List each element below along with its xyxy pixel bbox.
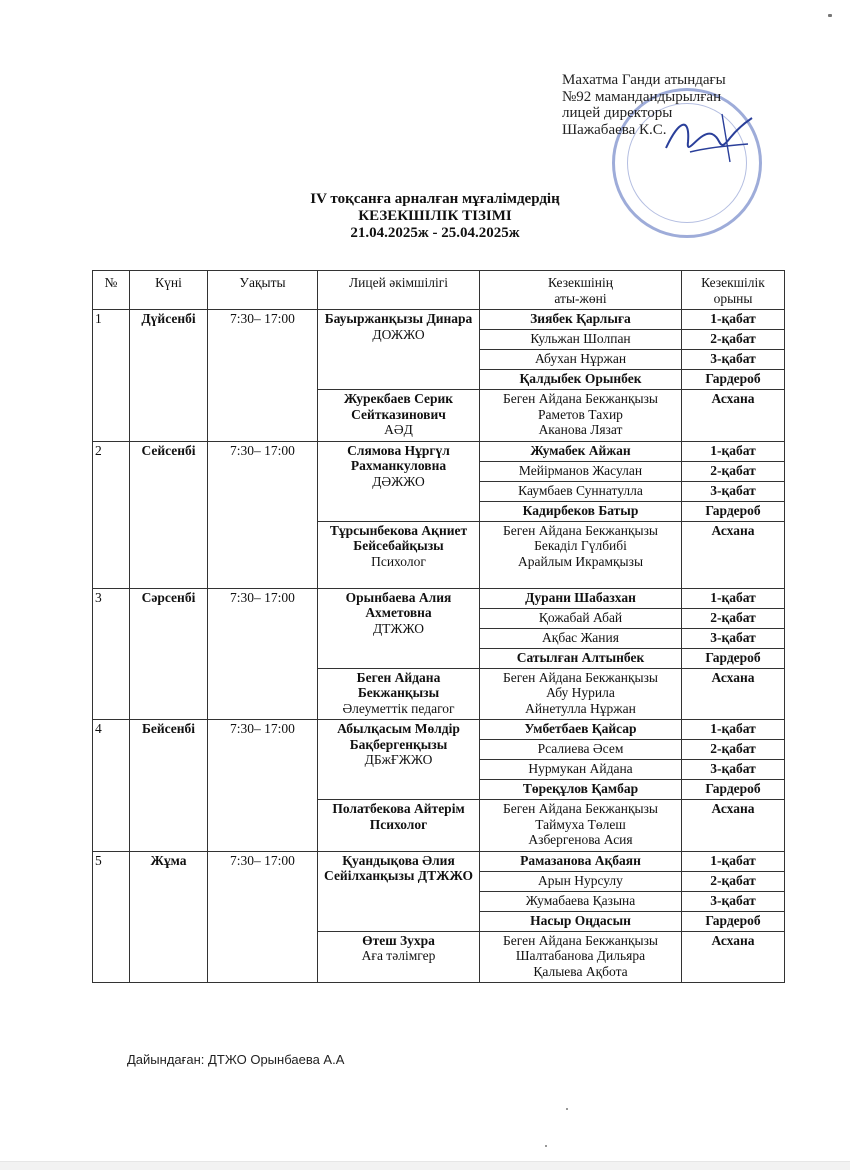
row-time: 7:30– 17:00	[208, 720, 318, 852]
canteen-duty-names	[480, 931, 682, 983]
canteen-teacher-name: Беген Айдана Бекжанқызы	[503, 669, 658, 685]
admin-role: ДӘЖЖО	[372, 473, 425, 489]
duty-place: 1-қабат	[682, 851, 785, 871]
admin-role: ДОЖЖО	[372, 326, 425, 342]
duty-place: 2-қабат	[682, 330, 785, 350]
duty-teacher-name: Умбетбаев Қайсар	[480, 720, 682, 740]
duty-place: 1-қабат	[682, 441, 785, 461]
canteen-duty-names	[480, 668, 682, 720]
row-number: 3	[93, 588, 130, 720]
duty-teacher-name: Рсалиева Әсем	[480, 740, 682, 760]
admin-primary	[318, 851, 480, 931]
duty-place: Асхана	[682, 931, 785, 983]
canteen-teacher-name: Беген Айдана Бекжанқызы	[503, 391, 658, 406]
duty-place: Гардероб	[682, 648, 785, 668]
row-time: 7:30– 17:00	[208, 851, 318, 983]
header-administration: Лицей әкімшілігі	[318, 271, 480, 310]
canteen-teacher-name: Беген Айдана Бекжанқызы	[503, 932, 658, 948]
row-day: Сәрсенбі	[130, 588, 208, 720]
duty-teacher-name: Арын Нурсулу	[480, 871, 682, 891]
duty-roster-table	[92, 270, 785, 983]
table-row	[93, 720, 785, 740]
title-line-dates: 21.04.2025ж - 25.04.2025ж	[350, 225, 520, 241]
admin-name: Слямова Нұргүл Рахманкуловна	[347, 442, 450, 473]
duty-place: Асхана	[682, 668, 785, 720]
duty-teacher-name: Рамазанова Ақбаян	[480, 851, 682, 871]
row-number: 1	[93, 310, 130, 442]
duty-place: 3-қабат	[682, 891, 785, 911]
duty-teacher-name: Мейірманов Жасулан	[480, 461, 682, 481]
row-day: Дүйсенбі	[130, 310, 208, 442]
canteen-teacher-name: Таймуха Төлеш	[535, 816, 626, 832]
duty-teacher-name: Сатылған Алтынбек	[480, 648, 682, 668]
admin-role: АӘД	[384, 422, 413, 437]
admin-name: Беген Айдана Бекжанқызы	[356, 669, 441, 700]
duty-place: 3-қабат	[682, 481, 785, 501]
document-title	[200, 191, 670, 242]
table-row	[93, 588, 785, 608]
admin-role: ДБжҒЖЖО	[364, 752, 433, 767]
duty-place: 1-қабат	[682, 310, 785, 330]
admin-primary	[318, 310, 480, 390]
canteen-teacher-name: Абу Нурила	[546, 685, 615, 700]
duty-teacher-name: Қожабай Абай	[480, 608, 682, 628]
admin-secondary	[318, 521, 480, 588]
duty-teacher-name: Кадирбеков Батыр	[480, 501, 682, 521]
duty-place: 2-қабат	[682, 461, 785, 481]
row-day: Сейсенбі	[130, 441, 208, 588]
admin-role: Аға тәлімгер	[361, 948, 436, 963]
row-day: Жұма	[130, 851, 208, 983]
table-row	[93, 851, 785, 871]
row-time: 7:30– 17:00	[208, 588, 318, 720]
admin-role: ДТЖЖО	[372, 620, 425, 636]
approval-line: лицей директоры	[562, 105, 673, 121]
scan-speck	[828, 14, 832, 17]
duty-place: 1-қабат	[682, 720, 785, 740]
canteen-teacher-name: Қалыева Ақбота	[533, 963, 628, 979]
header-duty-place: Кезекшілік орыны	[682, 271, 785, 310]
row-number: 2	[93, 441, 130, 588]
canteen-teacher-name: Беген Айдана Бекжанқызы	[503, 801, 658, 816]
admin-name: Тұрсынбекова Ақниет Бейсебайқызы	[329, 522, 468, 553]
table-header-row	[93, 271, 785, 310]
duty-place: Гардероб	[682, 780, 785, 800]
duty-teacher-name: Кульжан Шолпан	[480, 330, 682, 350]
duty-teacher-name: Зиябек Қарлыға	[480, 310, 682, 330]
duty-teacher-name: Каумбаев Суннатулла	[480, 481, 682, 501]
canteen-duty-names	[480, 800, 682, 852]
approval-line: Махатма Ганди атындағы	[562, 72, 726, 88]
row-number: 4	[93, 720, 130, 852]
title-line-main: КЕЗЕКШІЛІК ТІЗІМІ	[358, 208, 512, 224]
duty-place: Асхана	[682, 390, 785, 442]
admin-name: Өтеш Зухра	[362, 932, 435, 948]
canteen-duty-names	[480, 390, 682, 442]
admin-role: Психолог	[371, 553, 426, 569]
row-number: 5	[93, 851, 130, 983]
director-approval-block	[562, 72, 802, 138]
admin-name: Абылқасым Мөлдір Бақбергенқызы	[337, 721, 460, 752]
duty-teacher-name: Абухан Нұржан	[480, 350, 682, 370]
admin-secondary	[318, 931, 480, 983]
duty-teacher-name: Нурмукан Айдана	[480, 760, 682, 780]
duty-teacher-name: Дурани Шабазхан	[480, 588, 682, 608]
canteen-duty-names	[480, 521, 682, 588]
duty-place: Гардероб	[682, 911, 785, 931]
admin-name: Полатбекова Айтерім Психолог	[332, 801, 465, 832]
canteen-teacher-name: Беген Айдана Бекжанқызы	[503, 522, 658, 538]
table-row	[93, 441, 785, 461]
duty-place: 3-қабат	[682, 760, 785, 780]
scan-speck	[545, 1145, 547, 1147]
duty-place: Асхана	[682, 800, 785, 852]
duty-teacher-name: Насыр Оңдасын	[480, 911, 682, 931]
duty-place: 1-қабат	[682, 588, 785, 608]
admin-role: Әлеуметтік педагог	[342, 700, 455, 716]
canteen-teacher-name: Арайлым Икрамқызы	[517, 553, 644, 569]
admin-primary	[318, 588, 480, 668]
canteen-teacher-name: Айнетулла Нұржан	[525, 700, 636, 716]
duty-teacher-name: Қалдыбек Орынбек	[480, 370, 682, 390]
title-line-quarter: IV тоқсанға арналған мұғалімдердің	[310, 191, 560, 207]
header-duty-name: Кезекшінің аты-жөні	[480, 271, 682, 310]
prepared-by-note: Дайындаған: ДТЖО Орынбаева А.А	[127, 1052, 345, 1067]
header-number: №	[93, 271, 130, 310]
admin-name: Бауыржанқызы Динара	[324, 311, 473, 326]
duty-place: Гардероб	[682, 501, 785, 521]
admin-name: Қуандықова Әлия Сейілханқызы ДТЖЖО	[324, 852, 473, 883]
row-time: 7:30– 17:00	[208, 441, 318, 588]
admin-secondary	[318, 668, 480, 720]
canteen-teacher-name: Раметов Тахир	[538, 406, 623, 422]
duty-place: 3-қабат	[682, 350, 785, 370]
approval-line: №92 мамандандырылған	[562, 88, 722, 105]
admin-secondary	[318, 800, 480, 852]
canteen-teacher-name: Шалтабанова Дильяра	[515, 948, 646, 963]
admin-primary	[318, 720, 480, 800]
canteen-teacher-name: Бекаділ Гүлбибі	[534, 538, 627, 553]
duty-teacher-name: Ақбас Жания	[480, 628, 682, 648]
duty-place: 3-қабат	[682, 628, 785, 648]
scan-speck	[566, 1108, 568, 1110]
duty-teacher-name: Жумабаева Қазына	[480, 891, 682, 911]
table-row	[93, 310, 785, 330]
header-time: Уақыты	[208, 271, 318, 310]
header-day: Күні	[130, 271, 208, 310]
row-time: 7:30– 17:00	[208, 310, 318, 442]
admin-name: Журекбаев Серик Сейтказинович	[343, 391, 454, 422]
canteen-teacher-name: Аканова Лязат	[538, 422, 623, 437]
admin-name: Орынбаева Алия Ахметовна	[345, 589, 452, 620]
row-day: Бейсенбі	[130, 720, 208, 852]
duty-place: 2-қабат	[682, 740, 785, 760]
canteen-teacher-name: Азбергенова Асия	[528, 832, 633, 847]
duty-place: Асхана	[682, 521, 785, 588]
duty-teacher-name: Жумабек Айжан	[480, 441, 682, 461]
admin-secondary	[318, 390, 480, 442]
duty-teacher-name: Төреқұлов Қамбар	[480, 780, 682, 800]
duty-place: Гардероб	[682, 370, 785, 390]
approval-line: Шажабаева К.С.	[562, 121, 667, 138]
duty-place: 2-қабат	[682, 608, 785, 628]
page-bottom-edge	[0, 1161, 850, 1170]
admin-primary	[318, 441, 480, 521]
duty-place: 2-қабат	[682, 871, 785, 891]
